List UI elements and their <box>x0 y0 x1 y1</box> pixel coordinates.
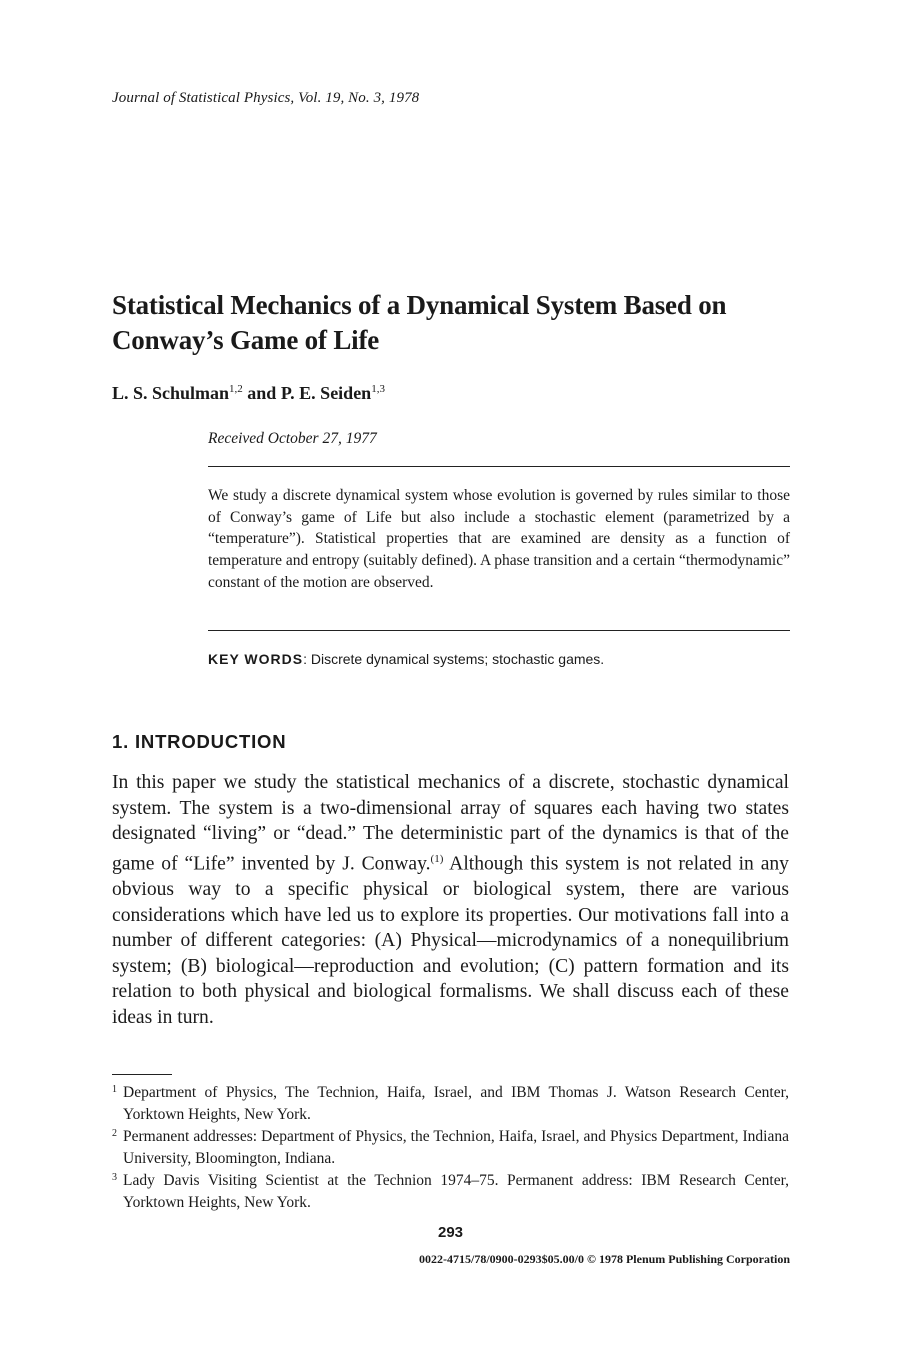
author-name: L. S. Schulman <box>112 383 230 403</box>
section-heading: 1. INTRODUCTION <box>112 731 287 752</box>
abstract-bottom-rule <box>208 630 790 631</box>
copyright-line: 0022-4715/78/0900-0293$05.00/0 © 1978 Plenum Publishing Corporation <box>419 1252 790 1266</box>
footnote-rule <box>112 1074 172 1075</box>
page-number: 293 <box>437 1224 464 1241</box>
intro-paragraph <box>112 770 789 1030</box>
journal-citation: Journal of Statistical Physics, Vol. 19, No. 3, 1978 <box>112 90 420 106</box>
author-name: P. E. Seiden <box>280 383 372 403</box>
intro-text: In this paper we study the statistical mechanics of a discrete, stochastic dynamical system. The system is a two-dimensional array of squares each having two states designated “living” or “dead.” The deterministic part of the dynamics is that of the game of “Life” invented by J. Conway. <box>112 772 789 875</box>
footnote <box>112 1170 789 1214</box>
abstract-top-rule <box>208 466 790 467</box>
author-affiliation-marks: 1,2 <box>229 383 243 395</box>
footnote-mark: 1 <box>112 1084 117 1095</box>
author-affiliation-marks: 1,3 <box>371 383 385 395</box>
footnote <box>112 1126 789 1170</box>
paper-title: Statistical Mechanics of a Dynamical System Based on Conway’s Game of Life <box>112 290 727 355</box>
footnotes <box>112 1082 789 1214</box>
citation-ref: (1) <box>430 852 444 865</box>
keywords-separator: : <box>303 651 307 667</box>
footnote <box>112 1082 789 1126</box>
footnote-mark: 3 <box>112 1172 117 1183</box>
footnote-text: Lady Davis Visiting Scientist at the Technion 1974–75. Permanent address: IBM Research Center, Yorktown Heights, New York. <box>123 1172 789 1211</box>
keywords-label: KEY WORDS <box>208 651 304 667</box>
received-date: Received October 27, 1977 <box>208 430 377 447</box>
keywords-text: Discrete dynamical systems; stochastic games. <box>310 651 605 667</box>
author-conjunction: and <box>247 383 277 403</box>
author-line <box>112 383 385 404</box>
keywords <box>208 651 604 667</box>
abstract-text: We study a discrete dynamical system whose evolution is governed by rules similar to those of Conway’s game of Life but also include a stochastic element (parametrized by a “temperature”). Statistical properties that are examined are density as a function of temperature and entropy (suitably defined). A phase transition and a certain “thermodynamic” constant of the motion are observed. <box>208 487 790 591</box>
footnote-mark: 2 <box>112 1128 117 1139</box>
intro-text: Although this system is not related in any obvious way to a specific physical or biological system, there are various considerations which have led us to explore its properties. Our motivations fall into a number of different categories: (A) Physical—microdynamics of a nonequilibrium system; (B) biological—reproduction and evolution; (C) pattern formation and its relation to both physical and biological formalisms. We shall discuss each of these ideas in turn. <box>112 853 789 1028</box>
footnote-text: Permanent addresses: Department of Physics, the Technion, Haifa, Israel, and Physics Department, Indiana University, Bloomington, Indiana. <box>123 1128 789 1167</box>
footnote-text: Department of Physics, The Technion, Haifa, Israel, and IBM Thomas J. Watson Research Center, Yorktown Heights, New York. <box>123 1084 789 1123</box>
